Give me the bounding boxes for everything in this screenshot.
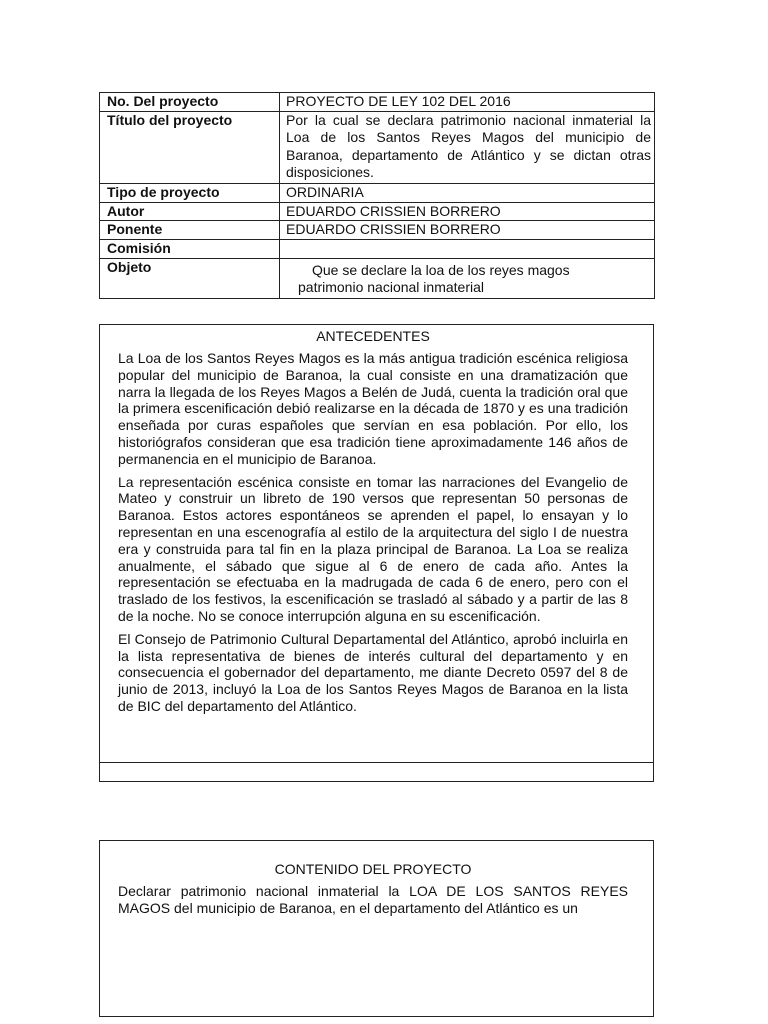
row-label: Tipo de proyecto: [100, 183, 280, 202]
row-label: No. Del proyecto: [100, 93, 280, 112]
empty-table-row: [100, 762, 653, 781]
table-row: [100, 221, 655, 240]
table-row: [100, 202, 655, 221]
paragraph: La representación escénica consiste en tomar las narraciones del Evangelio de Mateo y construir un libreto de 190 versos que representan 50 personas de Baranoa. Estos actores espontáneos se aprenden el papel, lo ensayan y lo representan en una escenografía al estilo de la arquitectura del siglo I de nuestra era y construida para tal fin en la plaza principal de Baranoa. La Loa se realiza anualmente, el sábado que sigue al 6 de enero de cada año. Antes la representación se efectuaba en la madrugada de cada 6 de enero, pero con el traslado de los festivos, la escenificación se trasladó al sábado y a partir de las 8 de la noche. No se conoce interrupción alguna en su escenificación.: [118, 473, 628, 624]
table-row: [100, 111, 655, 183]
row-label: Autor: [100, 202, 280, 221]
project-info-table: [99, 92, 655, 299]
antecedentes-content: [100, 325, 653, 762]
antecedentes-box: [99, 324, 654, 782]
row-label: Ponente: [100, 221, 280, 240]
section-title: ANTECEDENTES: [316, 328, 430, 344]
objeto-value: [280, 258, 655, 298]
table-row: [100, 93, 655, 112]
paragraph: La Loa de los Santos Reyes Magos es la más antigua tradición escénica religiosa popular del municipio de Baranoa, la cual consiste en una dramatización que narra la llegada de los Reyes Magos a Belén de Judá, cuenta la tradición oral que la primera escenificación debió realizarse en la década de 1870 y es una tradición enseñada por curas españoles que servían en esa población. Por ello, los historiógrafos consideran que esa tradición tiene aproximadamente 146 años de permanencia en el municipio de Baranoa.: [118, 350, 628, 467]
section-title: CONTENIDO DEL PROYECTO: [274, 861, 472, 877]
row-value: Por la cual se declara patrimonio nacional inmaterial la Loa de los Santos Reyes Magos del municipio de Baranoa, departamento de Atlántico y se dictan otras disposiciones.: [280, 111, 655, 183]
row-value: ORDINARIA: [280, 183, 655, 202]
row-value: EDUARDO CRISSIEN BORRERO: [280, 221, 655, 240]
row-value: PROYECTO DE LEY 102 DEL 2016: [280, 93, 655, 112]
table-row: [100, 258, 655, 298]
row-value: [280, 239, 655, 258]
objeto-line-1: Que se declare la loa de los reyes magos: [312, 261, 570, 278]
contenido-box: [99, 840, 654, 1017]
row-label: Objeto: [100, 258, 280, 298]
row-value: EDUARDO CRISSIEN BORRERO: [280, 202, 655, 221]
paragraph: El Consejo de Patrimonio Cultural Departamental del Atlántico, aprobó incluirla en la lista representativa de bienes de interés cultural del departamento y en consecuencia el gobernador del departamento, me diante Decreto 0597 del 8 de junio de 2013, incluyó la Loa de los Santos Reyes Magos de Baranoa en la lista de BIC del departamento del Atlántico.: [118, 630, 628, 714]
paragraph: Declarar patrimonio nacional inmaterial la LOA DE LOS SANTOS REYES MAGOS del municipio de Baranoa, en el departamento del Atlántico es un: [118, 883, 628, 916]
table-row: [100, 239, 655, 258]
contenido-content: [100, 861, 653, 917]
row-label: Comisión: [100, 239, 280, 258]
objeto-line-2: patrimonio nacional inmaterial: [298, 279, 484, 295]
table-row: [100, 183, 655, 202]
row-label: Título del proyecto: [100, 111, 280, 183]
